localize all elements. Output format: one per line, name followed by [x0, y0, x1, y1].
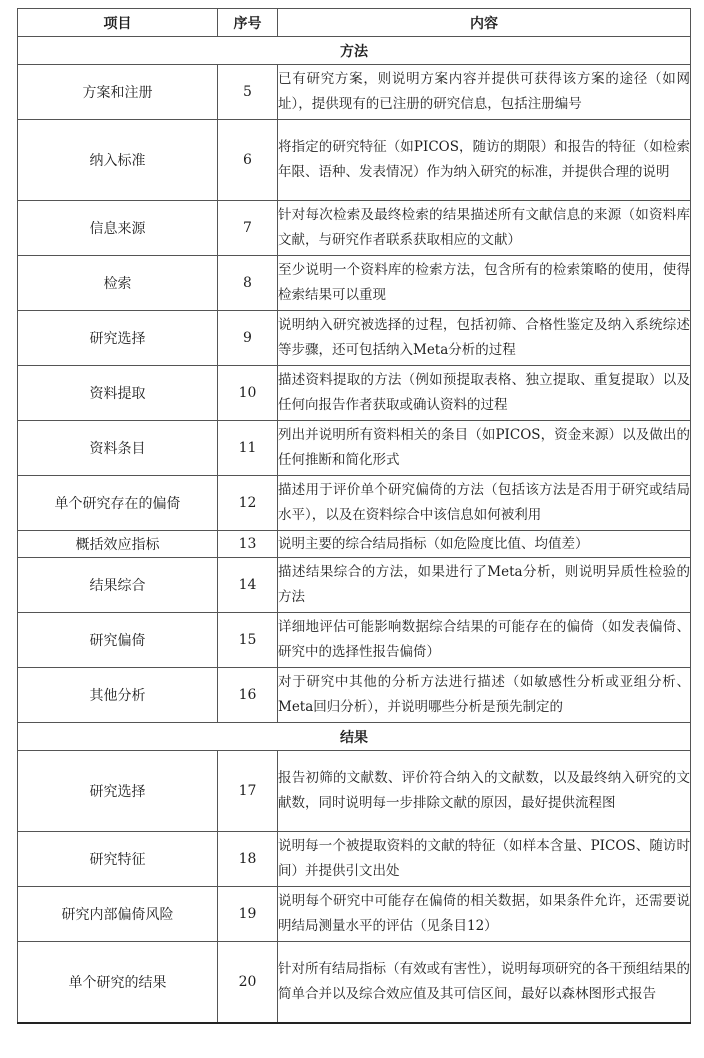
- table-row: [18, 476, 691, 531]
- table-row: [18, 613, 691, 668]
- item-cell: 研究选择: [18, 751, 218, 832]
- item-cell: 研究选择: [18, 311, 218, 366]
- number-cell: 5: [218, 65, 278, 120]
- content-cell: 将指定的研究特征（如PICOS，随访的期限）和报告的特征（如检索年限、语种、发表情况）作为纳入研究的标准，并提供合理的说明: [278, 120, 691, 201]
- table-row: [18, 887, 691, 942]
- section-title: 方法: [18, 37, 691, 65]
- content-cell: 说明纳入研究被选择的过程，包括初筛、合格性鉴定及纳入系统综述等步骤，还可包括纳入Meta分析的过程: [278, 311, 691, 366]
- number-cell: 13: [218, 531, 278, 558]
- column-header-content: 内容: [278, 9, 691, 37]
- table-row: [18, 366, 691, 421]
- column-header-item: 项目: [18, 9, 218, 37]
- table-row: [18, 558, 691, 613]
- table-body: [18, 37, 691, 1023]
- content-cell: 列出并说明所有资料相关的条目（如PICOS，资金来源）以及做出的任何推断和简化形式: [278, 421, 691, 476]
- column-header-number: 序号: [218, 9, 278, 37]
- item-cell: 纳入标准: [18, 120, 218, 201]
- number-cell: 9: [218, 311, 278, 366]
- content-cell: 对于研究中其他的分析方法进行描述（如敏感性分析或亚组分析、Meta回归分析），并说明哪些分析是预先制定的: [278, 668, 691, 723]
- content-cell: 描述结果综合的方法，如果进行了Meta分析，则说明异质性检验的方法: [278, 558, 691, 613]
- table-row: [18, 942, 691, 1023]
- section-title: 结果: [18, 723, 691, 751]
- number-cell: 11: [218, 421, 278, 476]
- number-cell: 15: [218, 613, 278, 668]
- item-cell: 单个研究的结果: [18, 942, 218, 1023]
- content-cell: 详细地评估可能影响数据综合结果的可能存在的偏倚（如发表偏倚、研究中的选择性报告偏倚）: [278, 613, 691, 668]
- table-row: [18, 832, 691, 887]
- item-cell: 其他分析: [18, 668, 218, 723]
- prisma-checklist-table: [17, 8, 691, 1024]
- content-cell: 报告初筛的文献数、评价符合纳入的文献数，以及最终纳入研究的文献数，同时说明每一步排除文献的原因，最好提供流程图: [278, 751, 691, 832]
- content-cell: 描述资料提取的方法（例如预提取表格、独立提取、重复提取）以及任何向报告作者获取或确认资料的过程: [278, 366, 691, 421]
- item-cell: 信息来源: [18, 201, 218, 256]
- table-row: [18, 120, 691, 201]
- item-cell: 检索: [18, 256, 218, 311]
- item-cell: 概括效应指标: [18, 531, 218, 558]
- table-row: [18, 531, 691, 558]
- table-row: [18, 201, 691, 256]
- number-cell: 10: [218, 366, 278, 421]
- item-cell: 结果综合: [18, 558, 218, 613]
- table-row: [18, 256, 691, 311]
- number-cell: 18: [218, 832, 278, 887]
- content-cell: 至少说明一个资料库的检索方法，包含所有的检索策略的使用，使得检索结果可以重现: [278, 256, 691, 311]
- section-row: [18, 37, 691, 65]
- content-cell: 针对每次检索及最终检索的结果描述所有文献信息的来源（如资料库文献，与研究作者联系获取相应的文献）: [278, 201, 691, 256]
- number-cell: 7: [218, 201, 278, 256]
- table-row: [18, 311, 691, 366]
- content-cell: 针对所有结局指标（有效或有害性），说明每项研究的各干预组结果的简单合并以及综合效应值及其可信区间，最好以森林图形式报告: [278, 942, 691, 1023]
- content-cell: 说明每一个被提取资料的文献的特征（如样本含量、PICOS、随访时间）并提供引文出处: [278, 832, 691, 887]
- item-cell: 资料条目: [18, 421, 218, 476]
- item-cell: 单个研究存在的偏倚: [18, 476, 218, 531]
- number-cell: 14: [218, 558, 278, 613]
- content-cell: 说明主要的综合结局指标（如危险度比值、均值差）: [278, 531, 691, 558]
- content-cell: 说明每个研究中可能存在偏倚的相关数据，如果条件允许，还需要说明结局测量水平的评估（见条目12）: [278, 887, 691, 942]
- item-cell: 资料提取: [18, 366, 218, 421]
- item-cell: 研究特征: [18, 832, 218, 887]
- number-cell: 17: [218, 751, 278, 832]
- number-cell: 12: [218, 476, 278, 531]
- table-header-row: [18, 9, 691, 37]
- item-cell: 方案和注册: [18, 65, 218, 120]
- table-row: [18, 751, 691, 832]
- number-cell: 8: [218, 256, 278, 311]
- content-cell: 描述用于评价单个研究偏倚的方法（包括该方法是否用于研究或结局水平），以及在资料综合中该信息如何被利用: [278, 476, 691, 531]
- number-cell: 20: [218, 942, 278, 1023]
- table-row: [18, 421, 691, 476]
- number-cell: 16: [218, 668, 278, 723]
- number-cell: 19: [218, 887, 278, 942]
- item-cell: 研究内部偏倚风险: [18, 887, 218, 942]
- content-cell: 已有研究方案，则说明方案内容并提供可获得该方案的途径（如网址），提供现有的已注册的研究信息，包括注册编号: [278, 65, 691, 120]
- number-cell: 6: [218, 120, 278, 201]
- item-cell: 研究偏倚: [18, 613, 218, 668]
- section-row: [18, 723, 691, 751]
- table-row: [18, 668, 691, 723]
- table-row: [18, 65, 691, 120]
